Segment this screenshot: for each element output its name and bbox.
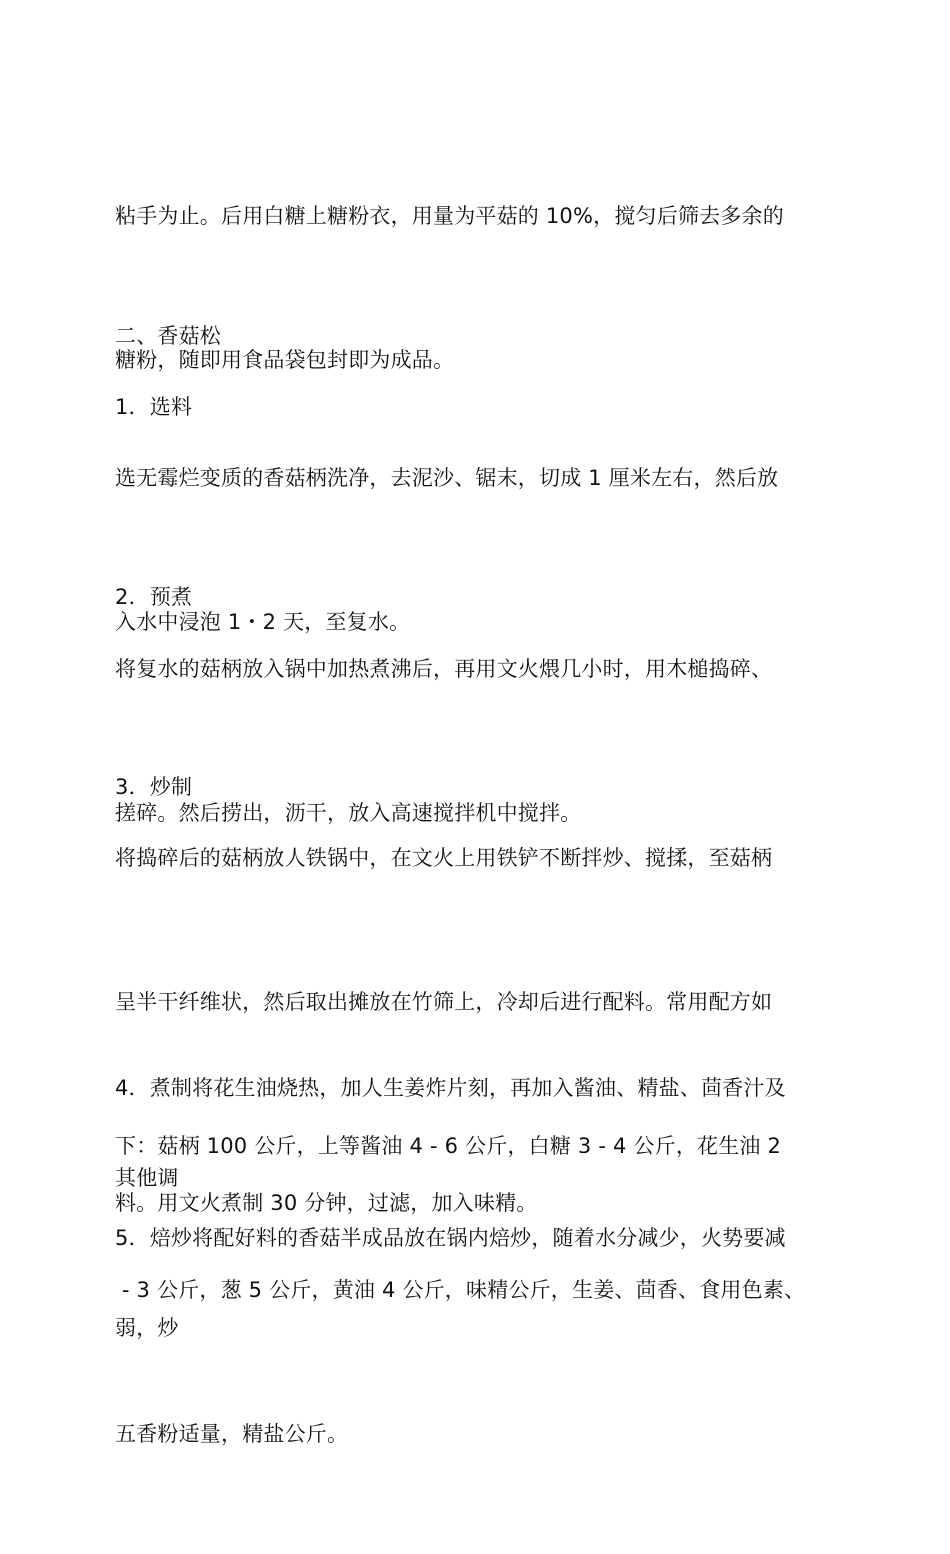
text-line: - 3 公斤，葱 5 公斤，黄油 4 公斤，味精公斤，生姜、茴香、食用色素、 xyxy=(115,1278,806,1302)
text-line: 粘手为止。后用白糖上糖粉衣，用量为平菇的 10%，搅匀后筛去多余的 xyxy=(115,204,784,228)
paragraph-step-5 xyxy=(115,1163,827,1403)
heading-text: 1．选料 xyxy=(115,395,193,419)
text-line: 5．焙炒将配好料的香菇半成品放在锅内焙炒，随着水分减少，火势要减 xyxy=(115,1226,786,1250)
text-line: 呈半干纤维状，然后取出摊放在竹筛上，冷却后进行配料。常用配方如 xyxy=(115,990,773,1014)
heading-text: 3．炒制 xyxy=(115,775,193,799)
text-line: 五香粉适量，精盐公斤。 xyxy=(115,1422,349,1446)
text-line: 下：菇柄 100 公斤，上等酱油 4 - 6 公斤，白糖 3 - 4 公斤，花生油 2 xyxy=(115,1134,782,1158)
text-line: 搓碎。然后捞出，沥干，放入高速搅拌机中搅拌。 xyxy=(115,801,582,825)
heading-text: 二、香菇松 xyxy=(115,324,221,348)
text-line: 糖粉，随即用食品袋包封即为成品。 xyxy=(115,348,455,372)
text-line: 4．煮制将花生油烧热，加人生姜炸片刻，再加入酱油、精盐、茴香汁及 xyxy=(115,1076,786,1100)
text-line: 料。用文火煮制 30 分钟，过滤，加入味精。 xyxy=(115,1191,538,1215)
text-line: 将复水的菇柄放入锅中加热煮沸后，再用文火煨几小时，用木槌捣碎、 xyxy=(115,657,773,681)
text-line: 弱，炒 xyxy=(115,1316,179,1340)
heading-text: 2．预煮 xyxy=(115,585,193,609)
text-line: 将捣碎后的菇柄放人铁锅中，在文火上用铁铲不断拌炒、搅揉，至菇柄 xyxy=(115,846,773,870)
text-line: 选无霉烂变质的香菇柄洗净，去泥沙、锯末，切成 1 厘米左右，然后放 xyxy=(115,466,779,490)
text-line: 入水中浸泡 1・2 天，至复水。 xyxy=(115,610,411,634)
text-line: 其他调 xyxy=(115,1166,179,1190)
